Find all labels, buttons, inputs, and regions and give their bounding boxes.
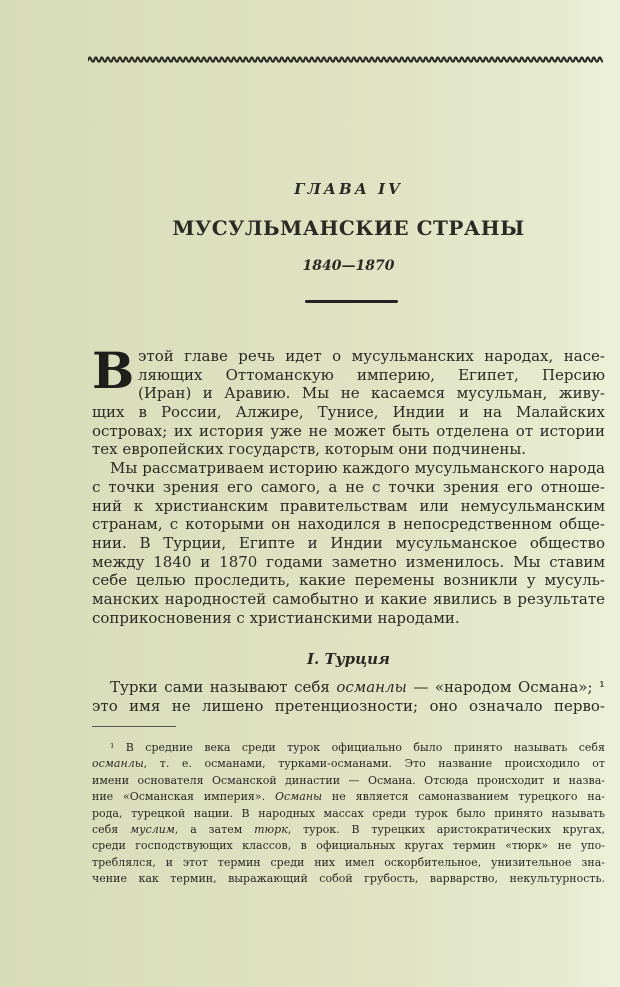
footnote-line: ние «Османская империя». Османы не является самоназванием турецкого на- [92,790,605,804]
footnote-rule [92,726,176,727]
footnote-line: себя муслим, а затем тюрк, турок. В турецких аристократических кругах, [92,822,605,836]
text-line: этой главе речь идет о мусульманских народах, насе- [138,347,605,365]
footnote-line: османлы, т. е. османами, турками-османами. Это название происходило от [92,757,605,771]
text-line: это имя не лишено претенциозности; оно означало перво- [92,696,605,715]
text-line: (Иран) и Аравию. Мы не касаемся мусульман, живу- [138,384,605,403]
text-line: ляющих Оттоманскую империю, Египет, Персию [138,365,605,384]
text-line: щих в России, Алжире, Тунисе, Индии и на Малайских [92,403,605,422]
section-heading: I. Турция [307,650,390,668]
footnote [92,740,605,888]
footnote-line: чение как термин, выражающий собой грубость, варварство, некультурность. [92,872,605,886]
text-line: между 1840 и 1870 годами заметно изменилось. Мы ставим [92,552,605,571]
chapter-title: МУСУЛЬМАНСКИЕ СТРАНЫ [172,216,525,240]
text-line: островах; их история уже не может быть отделена от истории [92,421,605,440]
text-line: ний к христианским правительствам или немусульманским [92,496,605,515]
text-line: нии. В Турции, Египте и Индии мусульманское общество [92,533,605,552]
text-line: тех европейских государств, которым они подчинены. [92,440,527,459]
footnote-line: среди господствующих классов, в официальных кругах термин «тюрк» не упо- [92,839,605,853]
text-line: манских народностей самобытно и какие явились в результате [92,589,605,608]
text-line: себе целью проследить, какие перемены возникли у мусуль- [92,571,605,590]
drop-cap: В [92,341,135,400]
footnote-line: рода, турецкой нации. В народных массах среди турок было принято называть [92,806,605,820]
intro-paragraph [92,341,605,627]
text-line: соприкосновения с христианскими народами. [92,608,460,627]
text-line: Мы рассматриваем историю каждого мусульманского народа [110,459,605,478]
chapter-years: 1840—1870 [302,258,395,274]
title-divider [305,300,398,303]
text-line: Турки сами называют себя османлы — «народом Османа»; ¹ [110,678,605,696]
text-line: странам, с которыми он находился в непосредственном обще- [92,515,605,534]
footnote-line: треблялся, и этот термин среди них имел оскорбительное, унизительное зна- [92,855,605,869]
footnote-line: ¹ В средние века среди турок официально было принято называть себя [110,741,605,754]
footnote-line: имени основателя Османской династии — Османа. Отсюда происходит и назва- [92,773,605,787]
chapter-label: ГЛАВА IV [294,180,403,198]
decorative-wave-border [88,52,603,66]
text-line: с точки зрения его самого, а не с точки зрения его отноше- [92,477,605,496]
section-paragraph [92,678,605,715]
